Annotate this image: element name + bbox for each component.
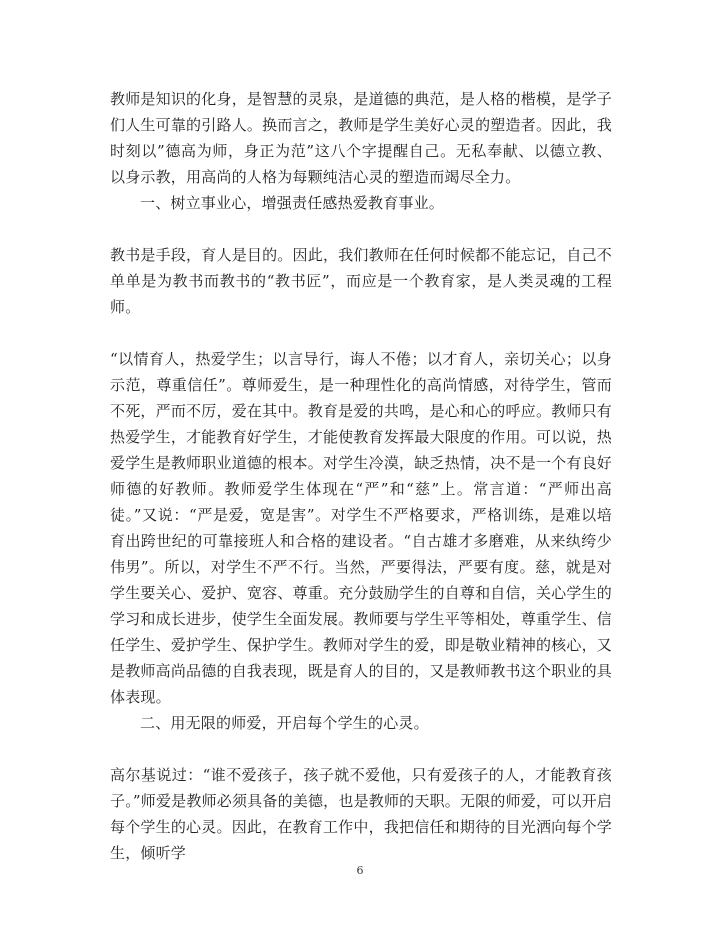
paragraph-love-students: “以情育人，热爱学生；以言导行，诲人不倦；以才育人，亲切关心；以身示范，尊重信任”。尊师爱生，是一种理性化的高尚情感，对待学生，管而不死，严而不厉，爱在其中。教育是爱的共鸣，是心和心的呼应。教师只有热爱学生，才能教育好学生，才能使教育发挥最大限度的作用。可以说，热爱学生是教师职业道德的根本。对学生冷漠，缺乏热情，决不是一个有良好师德的好教师。教师爱学生体现在“严”和“慈”上。常言道：“严师出高徒。”又说：“严是爱，宽是害”。对学生不严格要求，严格训练，是难以培育出跨世纪的可靠接班人和合格的建设者。“自古雄才多磨难，从来纨绔少伟男”。所以，对学生不严不行。当然，严要得法，严要有度。慈，就是对学生要关心、爱护、宽容、尊重。充分鼓励学生的自尊和自信，关心学生的学习和成长进步，使学生全面发展。教师要与学生平等相处，尊重学生、信任学生、爱护学生、保护学生。教师对学生的爱，即是敬业精神的核心，又是教师高尚品德的自我表现，既是育人的目的，又是教师教书这个职业的具体表现。 <box>110 350 612 706</box>
paragraph-intro: 教师是知识的化身，是智慧的灵泉，是道德的典范，是人格的楷模，是学子们人生可靠的引路人。换而言之，教师是学生美好心灵的塑造者。因此，我时刻以”德高为师，身正为范”这八个字提醒自己。无私奉献、以德立教、以身示教，用高尚的人格为每颗纯洁心灵的塑造而竭尽全力。 <box>110 90 612 186</box>
page-number: 6 <box>356 864 364 877</box>
paragraph-teaching-purpose: 教书是手段，育人是目的。因此，我们教师在任何时候都不能忘记，自己不单单是为教书而教书的“教书匠”，而应是一个教育家，是人类灵魂的工程师。 <box>110 246 612 316</box>
section-heading-2: 二、用无限的师爱，开启每个学生的心灵。 <box>140 714 429 732</box>
section-heading-1: 一、树立事业心，增强责任感热爱教育事业。 <box>140 194 445 212</box>
document-body <box>110 86 612 866</box>
paragraph-gorky-quote: 高尔基说过：“谁不爱孩子，孩子就不爱他，只有爱孩子的人，才能教育孩子。”师爱是教师必须具备的美德，也是教师的天职。无限的师爱，可以开启每个学生的心灵。因此，在教育工作中，我把信任和期待的目光洒向每个学生，倾听学 <box>110 766 612 862</box>
